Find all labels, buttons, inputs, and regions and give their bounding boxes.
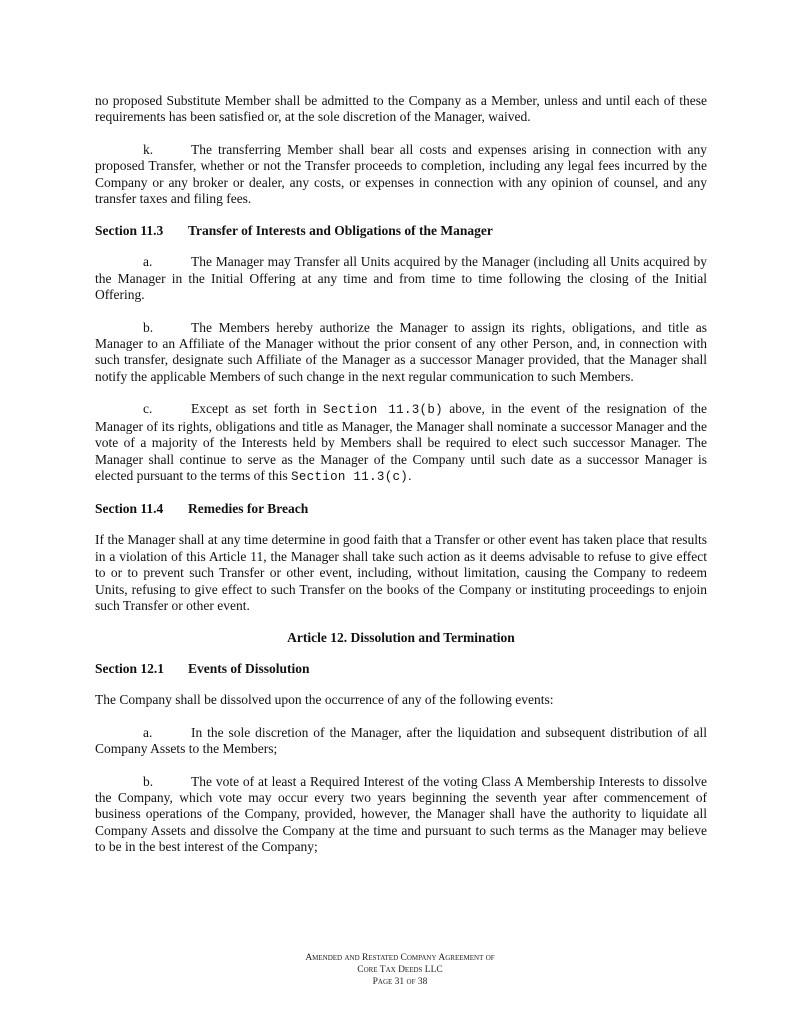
footer-agreement-title: Amended and Restated Company Agreement of	[305, 953, 495, 963]
paragraph-text: above, in the event of the resignation of the Manager of its rights, obligations and title as Manager, the Manager shall nominate a successor Manager and the vote of a majority of the Interests held by Members shall be required to elect such successor Manager. The Manager shall continue to serve as the Manager of the Company until such date as a successor Manager is elected pursuant to the terms of this	[95, 401, 707, 483]
intro-paragraph: no proposed Substitute Member shall be admitted to the Company as a Member, unless and until each of these requirements has been satisfied or, at the sole discretion of the Manager, waived.	[95, 93, 707, 125]
paragraph-text: The vote of at least a Required Interest of the voting Class A Membership Interests to dissolve the Company, which vote may occur every two years beginning the seventh year after commencement of business operations of the Company, provided, however, the Manager shall have the authority to liquidate all Company Assets and dissolve the Company at the time and pursuant to such terms as the Manager may believe to be in the best interest of the Company;	[95, 773, 707, 855]
paragraph-label: a.	[143, 724, 153, 740]
paragraph-11-4: If the Manager shall at any time determine in good faith that a Transfer or other event has taken place that results in a violation of this Article 11, the Manager shall take such action as it deems advisable to refuse to give effect to or to prevent such Transfer or other event, including, without limitation, causing the Company to redeem Units, refusing to give effect to such Transfer on the books of the Company or instituting proceedings to enjoin such Transfer or other event.	[95, 532, 707, 613]
footer-company-name: Core Tax Deeds LLC	[357, 965, 443, 975]
paragraph-text: The Members hereby authorize the Manager to assign its rights, obligations, and title as Manager to an Affiliate of the Manager without the prior consent of any other Person, and, in connection with such transfer, designate such Affiliate of the Manager as a successor Manager provided, that the Manager shall notify the applicable Members of such change in the next regular communication to such Members.	[95, 319, 707, 384]
paragraph-text: The transferring Member shall bear all costs and expenses arising in connection with any proposed Transfer, whether or not the Transfer proceeds to completion, including any legal fees incurred by the Company or any broker or dealer, any costs, or expenses in connection with any opinion of counsel, and any transfer taxes and filing fees.	[95, 141, 707, 207]
section-reference: Section 11.3(c)	[291, 469, 409, 484]
section-number: Section 11.4	[95, 501, 164, 517]
article-heading-12: Article 12. Dissolution and Termination	[287, 630, 515, 646]
section-title: Events of Dissolution	[188, 661, 310, 677]
paragraph-label: c.	[143, 401, 153, 417]
section-number: Section 11.3	[95, 223, 164, 239]
paragraph-text: In the sole discretion of the Manager, after the liquidation and subsequent distribution of all Company Assets to the Members;	[95, 724, 707, 757]
paragraph-12-1-intro: The Company shall be dissolved upon the occurrence of any of the following events:	[95, 692, 554, 708]
section-heading-11-3	[95, 223, 707, 239]
section-number: Section 12.1	[95, 661, 164, 677]
document-body	[95, 93, 707, 872]
section-heading-12-1	[95, 661, 707, 677]
paragraph-label: b.	[143, 773, 154, 789]
paragraph-text: Except as set forth in	[191, 401, 323, 417]
section-reference: Section 11.3(b)	[323, 403, 443, 418]
paragraph-label: b.	[143, 319, 154, 335]
paragraph-11-3-b	[95, 320, 707, 386]
paragraph-11-3-a	[95, 254, 707, 303]
footer-page-number: Page 31 of 38	[372, 977, 428, 987]
paragraph-label: k.	[143, 141, 154, 157]
section-title: Transfer of Interests and Obligations of the Manager	[188, 223, 493, 239]
paragraph-k	[95, 142, 707, 208]
section-heading-11-4	[95, 501, 707, 517]
page-footer	[0, 952, 800, 988]
paragraph-label: a.	[143, 254, 153, 270]
paragraph-11-3-c	[95, 401, 707, 485]
section-title: Remedies for Breach	[188, 501, 309, 517]
paragraph-12-1-b	[95, 774, 707, 856]
paragraph-12-1-a	[95, 725, 707, 758]
paragraph-text: The Manager may Transfer all Units acquired by the Manager (including all Units acquired by the Manager in the Initial Offering at any time and from time to time following the closing of the Initial Offering.	[95, 254, 707, 303]
paragraph-text: .	[408, 467, 412, 483]
